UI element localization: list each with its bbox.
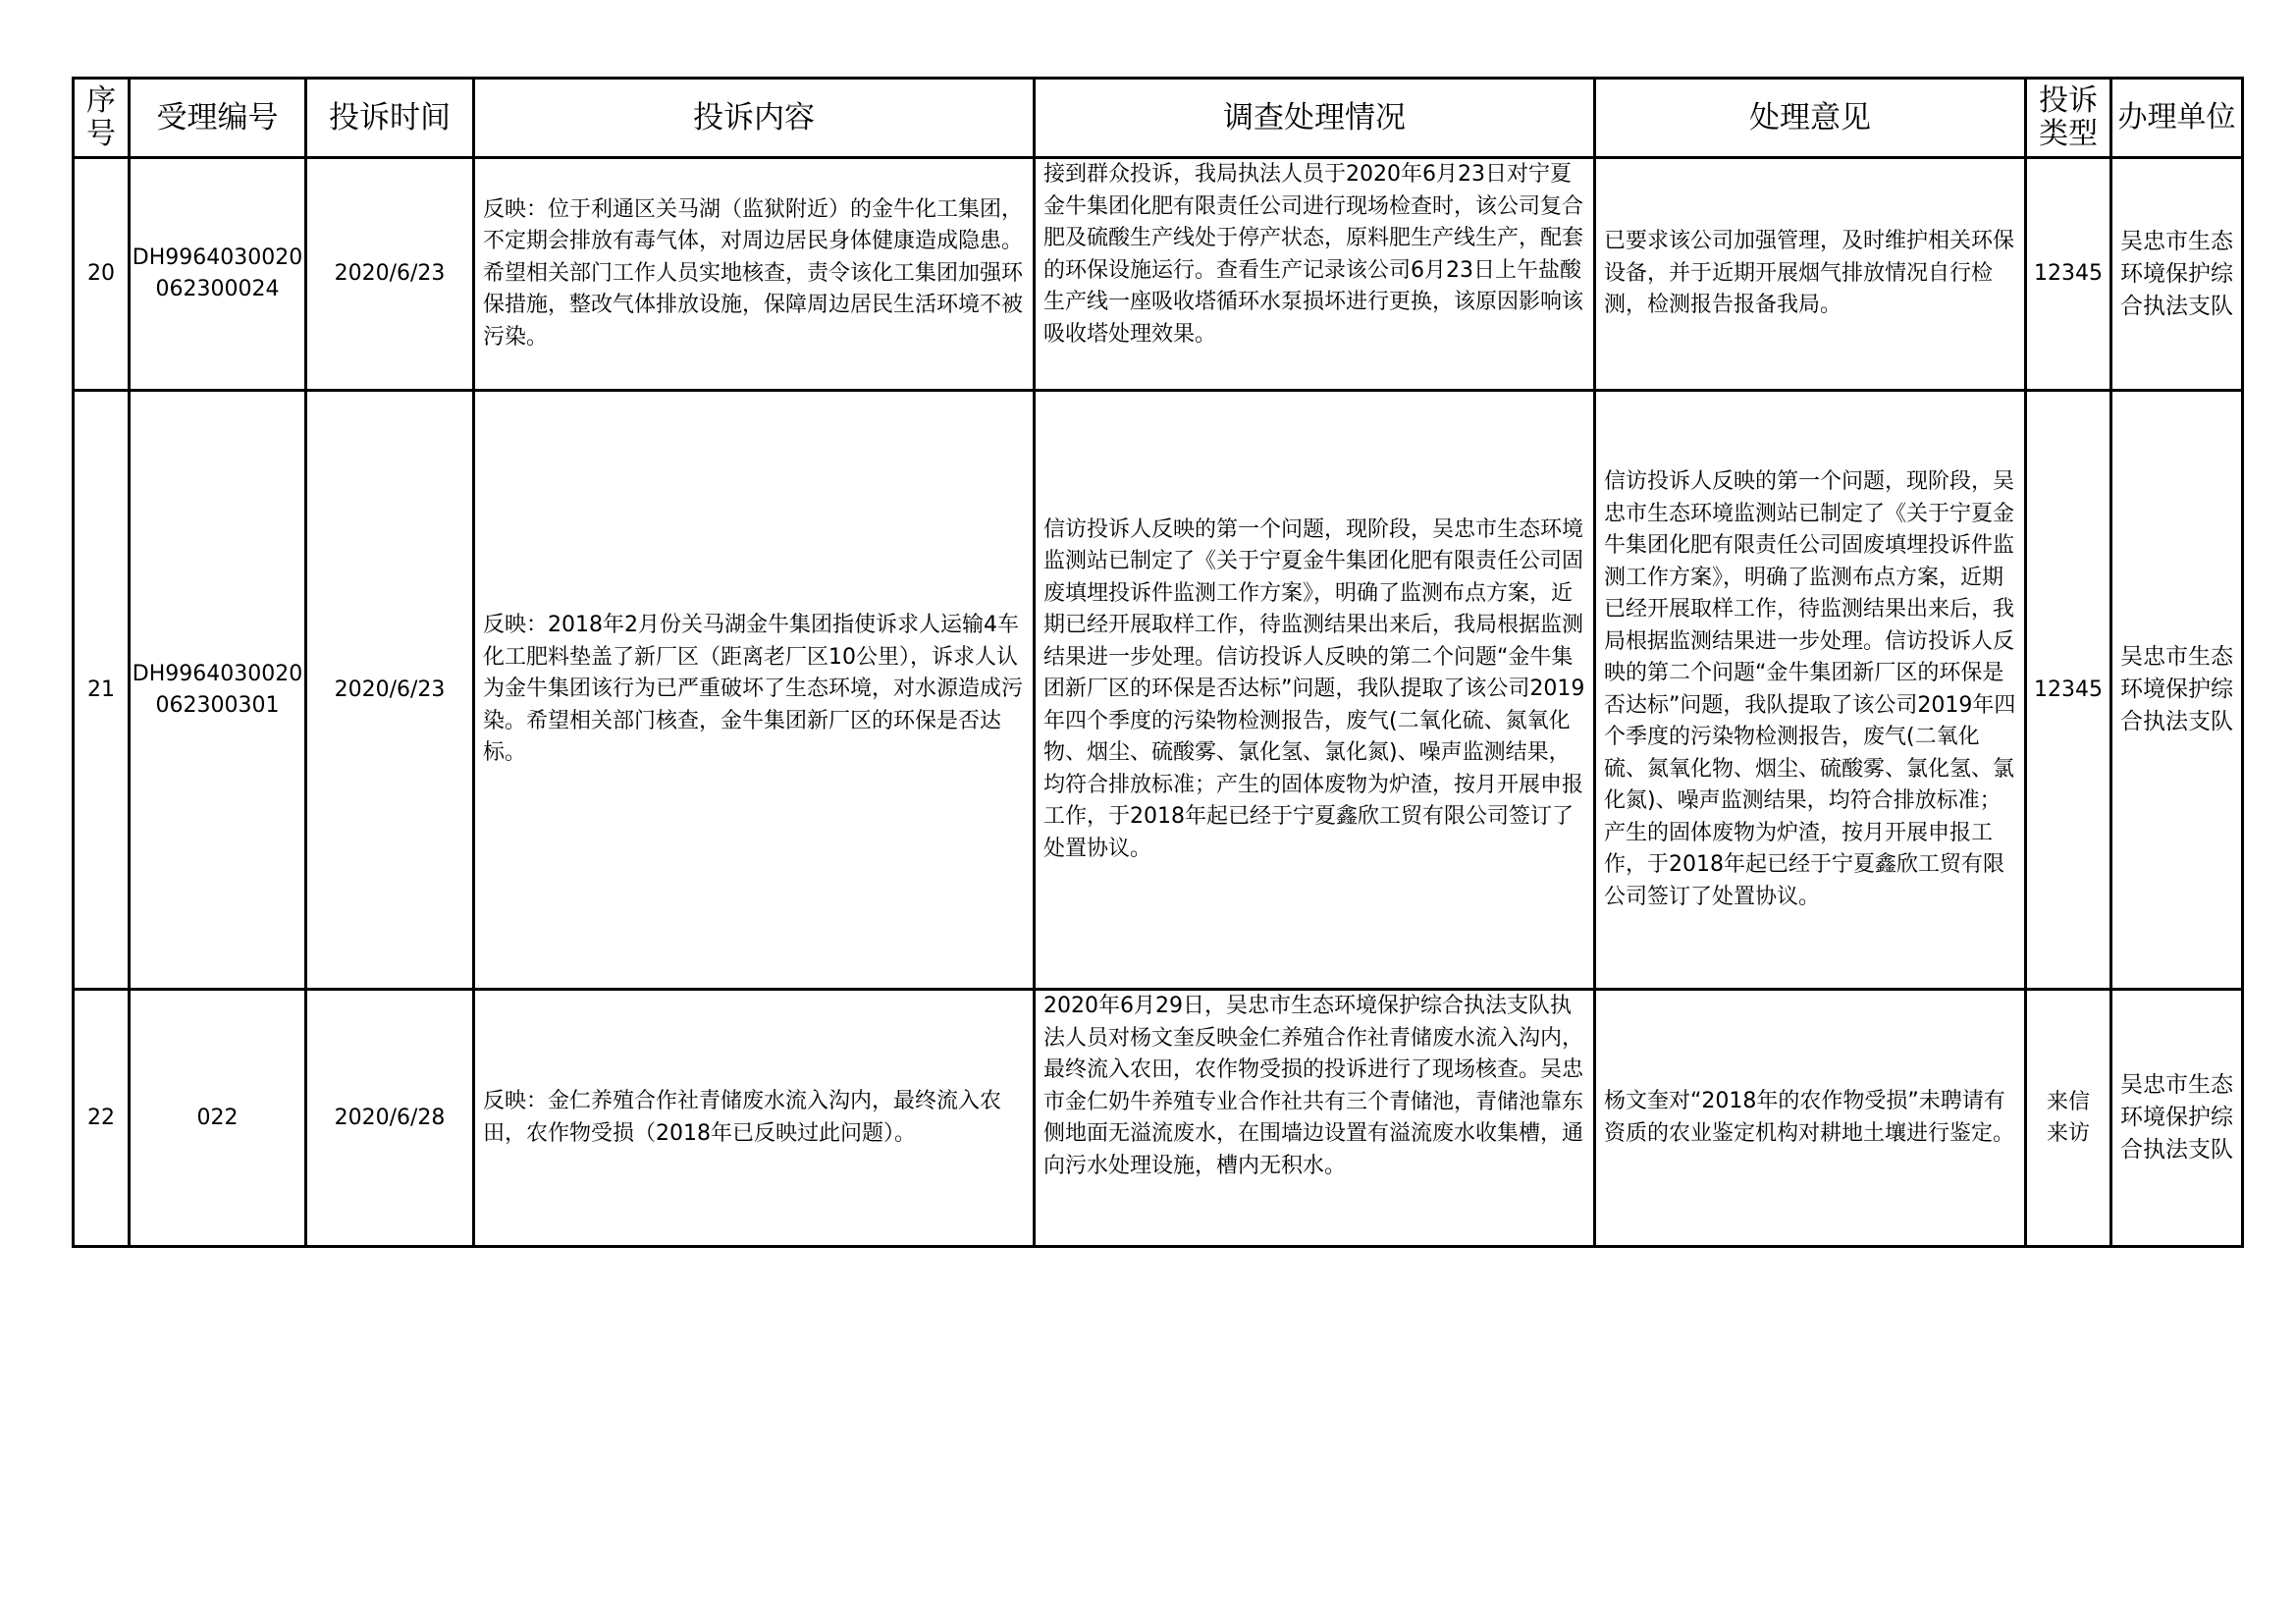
cell-investigation: 信访投诉人反映的第一个问题，现阶段，吴忠市生态环境监测站已制定了《关于宁夏金牛集团化肥有限责任公司固废填埋投诉件监测工作方案》，明确了监测布点方案，近期已经开展取样工作，待监测结果出来后，我局根据监测结果进一步处理。信访投诉人反映的第二个问题“金牛集团新厂区的环保是否达标”问题，我队提取了该公司2019年四个季度的污染物检测报告，废气(二氧化硫、氮氧化物、烟尘、硫酸雾、氯化氢、氯化氮)、噪声监测结果，均符合排放标准；产生的固体废物为炉渣，按月开展申报工作，于2018年起已经于宁夏鑫欣工贸有限公司签订了处置协议。 xyxy=(1035,391,1595,990)
cell-opinion: 已要求该公司加强管理，及时维护相关环保设备，并于近期开展烟气排放情况自行检测，检测报告报备我局。 xyxy=(1595,158,2026,391)
cell-acceptance-no: DH9964030020 062300024 xyxy=(130,158,306,391)
cell-content: 反映：2018年2月份关马湖金牛集团指使诉求人运输4车化工肥料垫盖了新厂区（距离老厂区10公里），诉求人认为金牛集团该行为已严重破坏了生态环境，对水源造成污染。希望相关部门核查，金牛集团新厂区的环保是否达标。 xyxy=(474,391,1035,990)
cell-type: 来信 来访 xyxy=(2026,990,2111,1247)
cell-complaint-time: 2020/6/23 xyxy=(306,158,474,391)
cell-investigation xyxy=(1035,990,1595,1247)
cell-investigation-text: 接到群众投诉，我局执法人员于2020年6月23日对宁夏金牛集团化肥有限责任公司进行现场检查时，该公司复合肥及硫酸生产线处于停产状态，原料肥生产线生产，配套的环保设施运行。查看生产记录该公司6月23日上午盐酸生产线一座吸收塔循环水泵损坏进行更换，该原因影响该吸收塔处理效果。 xyxy=(1043,162,1584,347)
cell-seq: 22 xyxy=(74,990,130,1247)
table-row xyxy=(74,158,2243,391)
cell-seq: 20 xyxy=(74,158,130,391)
cell-content: 反映：位于利通区关马湖（监狱附近）的金牛化工集团，不定期会排放有毒气体，对周边居民身体健康造成隐患。希望相关部门工作人员实地核查，责令该化工集团加强环保措施，整改气体排放设施，保障周边居民生活环境不被污染。 xyxy=(474,158,1035,391)
complaint-table xyxy=(72,77,2244,1248)
header-complaint-time: 投诉时间 xyxy=(306,79,474,158)
cell-unit: 吴忠市生态环境保护综合执法支队 xyxy=(2111,158,2243,391)
table-row xyxy=(74,391,2243,990)
cell-type: 12345 xyxy=(2026,391,2111,990)
cell-acceptance-no: DH9964030020 062300301 xyxy=(130,391,306,990)
cell-content: 反映：金仁养殖合作社青储废水流入沟内，最终流入农田，农作物受损（2018年已反映过此问题）。 xyxy=(474,990,1035,1247)
cell-opinion: 信访投诉人反映的第一个问题，现阶段，吴忠市生态环境监测站已制定了《关于宁夏金牛集团化肥有限责任公司固废填埋投诉件监测工作方案》，明确了监测布点方案，近期已经开展取样工作，待监测结果出来后，我局根据监测结果进一步处理。信访投诉人反映的第二个问题“金牛集团新厂区的环保是否达标”问题，我队提取了该公司2019年四个季度的污染物检测报告，废气(二氧化硫、氮氧化物、烟尘、硫酸雾、氯化氢、氯化氮)、噪声监测结果，均符合排放标准；产生的固体废物为炉渣，按月开展申报工作，于2018年起已经于宁夏鑫欣工贸有限公司签订了处置协议。 xyxy=(1595,391,2026,990)
cell-acceptance-no: 022 xyxy=(130,990,306,1247)
header-investigation: 调查处理情况 xyxy=(1035,79,1595,158)
header-content: 投诉内容 xyxy=(474,79,1035,158)
header-acceptance-no: 受理编号 xyxy=(130,79,306,158)
header-seq: 序号 xyxy=(74,79,130,158)
cell-investigation xyxy=(1035,158,1595,391)
table-row xyxy=(74,990,2243,1247)
cell-complaint-time: 2020/6/28 xyxy=(306,990,474,1247)
cell-unit: 吴忠市生态环境保护综合执法支队 xyxy=(2111,391,2243,990)
table-header-row xyxy=(74,79,2243,158)
cell-unit: 吴忠市生态环境保护综合执法支队 xyxy=(2111,990,2243,1247)
header-unit: 办理单位 xyxy=(2111,79,2243,158)
cell-investigation-text: 2020年6月29日，吴忠市生态环境保护综合执法支队执法人员对杨文奎反映金仁养殖合作社青储废水流入沟内，最终流入农田，农作物受损的投诉进行了现场核查。吴忠市金仁奶牛养殖专业合作社共有三个青储池，青储池靠东侧地面无溢流废水，在围墙边设置有溢流废水收集槽，通向污水处理设施，槽内无积水。 xyxy=(1043,994,1584,1178)
cell-type: 12345 xyxy=(2026,158,2111,391)
cell-complaint-time: 2020/6/23 xyxy=(306,391,474,990)
cell-seq: 21 xyxy=(74,391,130,990)
header-type: 投诉类型 xyxy=(2026,79,2111,158)
cell-opinion: 杨文奎对“2018年的农作物受损”未聘请有资质的农业鉴定机构对耕地土壤进行鉴定。 xyxy=(1595,990,2026,1247)
header-opinion: 处理意见 xyxy=(1595,79,2026,158)
complaint-table-sheet xyxy=(72,77,2241,1248)
